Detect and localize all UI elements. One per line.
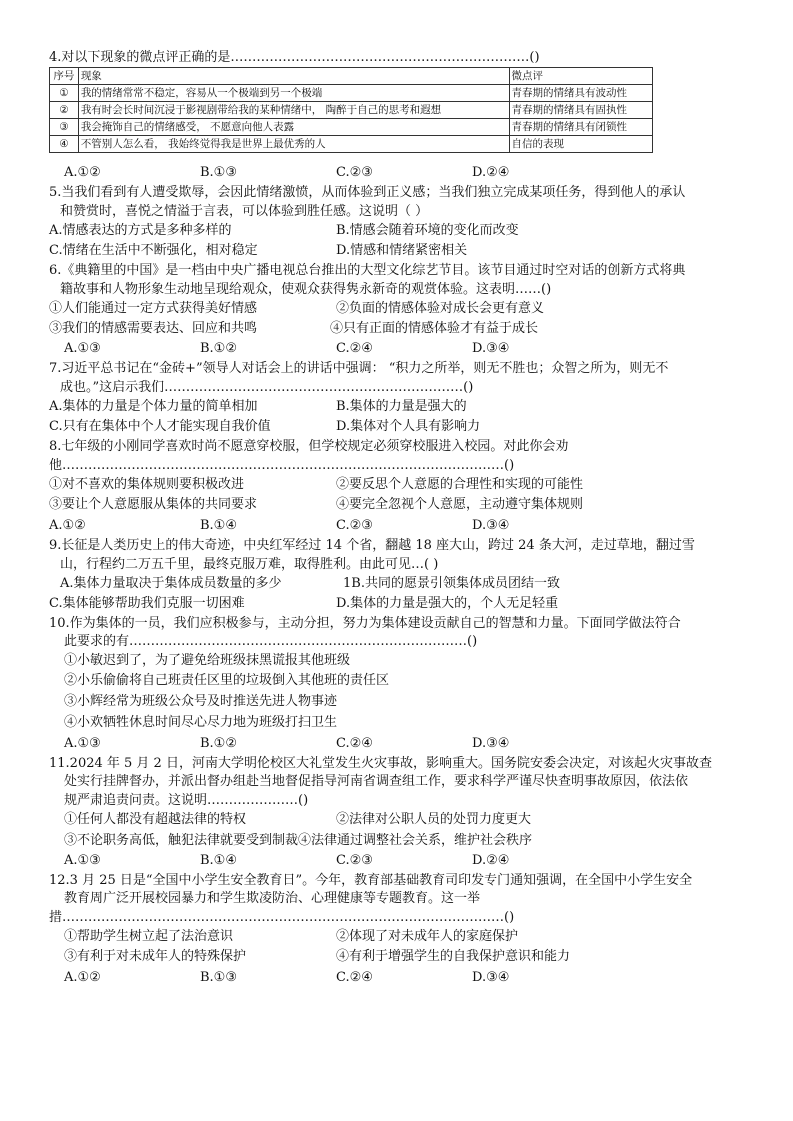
q6-statement-4: ④只有正面的情感体验才有益于成长: [330, 321, 539, 336]
table-row: [50, 119, 653, 136]
q8-statement-3: ③要让个人意愿服从集体的共同要求: [49, 497, 258, 512]
q6-stem-line2: 籍故事和人物形象生动地呈现给观众，使观众获得隽永新奇的观赏体验。这表明……(): [60, 282, 552, 297]
q4-row-no: ④: [50, 136, 79, 153]
q10-statement-4: ④小欢牺牲休息时间尽心尽力地为班级打扫卫生: [64, 715, 338, 730]
q11-option-c: C.②③: [336, 853, 373, 868]
q10-stem-line1: 10.作为集体的一员，我们应积极参与，主动分担，努力为集体建设贡献自己的智慧和力量。下面同学做法符合: [49, 616, 681, 631]
q11-statement-1: ①任何人都没有超越法律的特权: [64, 812, 247, 827]
q7-option-c: C.只有在集体中个人才能实现自我价值: [49, 419, 271, 434]
q9-option-d: D.集体的力量是强大的，个人无足轻重: [336, 596, 559, 611]
q4-option-c: C.②③: [336, 165, 373, 180]
q9-option-b: 1B.共同的愿景引领集体成员团结一致: [343, 576, 560, 591]
q11-stem-line3: 规严肃追责问责。这说明…………………(): [64, 793, 309, 808]
q10-stem-line2: 此要求的有……………………………………………………………………(): [64, 634, 478, 649]
q7-option-b: B.集体的力量是强大的: [336, 399, 467, 414]
q12-stem-line1: 12.3 月 25 日是“全国中小学生安全教育日”。今年，教育部基础教育司印发专门通知强调，在全国中小学生安全: [49, 873, 693, 888]
q5-option-d: D.情感和情绪紧密相关: [336, 243, 468, 258]
q5-option-c: C.情绪在生活中不断强化，相对稳定: [49, 243, 258, 258]
q4-table: [49, 67, 653, 153]
q4-row-no: ①: [50, 85, 79, 102]
q10-statement-3: ③小辉经常为班级公众号及时推送先进人物事迹: [64, 694, 338, 709]
q6-statement-1: ①人们能通过一定方式获得美好情感: [49, 301, 258, 316]
q5-option-a: A.情感表达的方式是多种多样的: [49, 223, 232, 238]
q12-statement-4: ④有利于增强学生的自我保护意识和能力: [336, 949, 571, 964]
q4-row-comment: 青春期的情绪具有波动性: [509, 85, 653, 102]
q8-stem-line1: 8.七年级的小刚同学喜欢时尚不愿意穿校服，但学校规定必须穿校服进入校园。对此你会劝: [49, 439, 569, 454]
q8-statement-1: ①对不喜欢的集体规则要积极改进: [49, 477, 245, 492]
q6-stem-line1: 6.《典籍里的中国》是一档由中央广播电视总台推出的大型文化综艺节目。该节目通过时空对话的创新方式将典: [49, 263, 686, 278]
q10-option-d: D.③④: [472, 736, 510, 751]
q9-stem-line1: 9.长征是人类历史上的伟大奇迹，中央红军经过 14 个省，翻越 18 座大山，跨过 24 条大河，走过草地，翻过雪: [49, 538, 695, 553]
q4-header-comment: 微点评: [509, 68, 653, 85]
q12-statement-1: ①帮助学生树立起了法治意识: [64, 929, 234, 944]
q8-option-c: C.②③: [336, 518, 373, 533]
q7-option-a: A.集体的力量是个体力量的简单相加: [49, 399, 258, 414]
q8-option-d: D.③④: [472, 518, 510, 533]
q5-stem-line2: 和赞赏时，喜悦之情溢于言表，可以体验到胜任感。这说明（ ）: [60, 204, 429, 219]
q12-stem-line2: 教育周广泛开展校园暴力和学生欺凌防治、心理健康等专题教育。这一举: [64, 891, 481, 906]
q6-statement-2: ②负面的情感体验对成长会更有意义: [336, 301, 545, 316]
q10-statement-2: ②小乐偷偷将自己班责任区里的垃圾倒入其他班的责任区: [64, 673, 390, 688]
q8-option-b: B.①④: [200, 518, 237, 533]
q12-option-d: D.③④: [472, 970, 510, 985]
q4-row-no: ③: [50, 119, 79, 136]
q8-statement-2: ②要反思个人意愿的合理性和实现的可能性: [336, 477, 584, 492]
q12-option-c: C.②④: [336, 970, 373, 985]
table-row: [50, 85, 653, 102]
q6-option-d: D.③④: [472, 341, 510, 356]
q11-stem-line1: 11.2024 年 5 月 2 日，河南大学明伦校区大礼堂发生火灾事故，影响重大。国务院安委会决定，对该起火灾事故查: [49, 756, 712, 771]
q4-row-phenomenon: 不管别人怎么看， 我始终觉得我是世界上最优秀的人: [78, 136, 509, 153]
q10-option-a: A.①③: [64, 736, 101, 751]
q6-option-c: C.②④: [336, 341, 373, 356]
q4-stem: 4.对以下现象的微点评正确的是……………………………………………………………(): [49, 50, 540, 65]
q5-stem-line1: 5.当我们看到有人遭受欺辱，会因此情绪激愤，从而体验到正义感；当我们独立完成某项任务，得到他人的承认: [49, 185, 686, 200]
q9-option-a: A.集体力量取决于集体成员数量的多少: [60, 576, 282, 591]
q4-table-header: [50, 68, 653, 85]
q12-option-b: B.①③: [200, 970, 237, 985]
table-row: [50, 102, 653, 119]
q4-option-a: A.①②: [64, 165, 101, 180]
q6-option-b: B.①②: [200, 341, 237, 356]
table-row: [50, 136, 653, 153]
q10-statement-1: ①小敏迟到了，为了避免给班级抹黑谎报其他班级: [64, 653, 351, 668]
q4-row-comment: 自信的表现: [509, 136, 653, 153]
q4-header-no: 序号: [50, 68, 79, 85]
q7-stem-line2: 成也。”这启示我们……………………………………………………………(): [60, 380, 474, 395]
q4-row-comment: 青春期的情绪具有固执性: [509, 102, 653, 119]
q4-option-d: D.②④: [472, 165, 510, 180]
q4-header-phenomenon: 现象: [78, 68, 509, 85]
q7-option-d: D.集体对个人具有影响力: [336, 419, 481, 434]
q4-row-phenomenon: 我会掩饰自己的情绪感受， 不愿意向他人表露: [78, 119, 509, 136]
q12-statement-2: ②体现了对未成年人的家庭保护: [336, 929, 519, 944]
q9-stem-line2: 山，行程约二万五千里，最终克服万难，取得胜利。由此可见…( ): [60, 557, 439, 572]
q11-statement-3-4: ③不论职务高低，触犯法律就要受到制裁④法律通过调整社会关系，维护社会秩序: [64, 833, 533, 848]
q4-row-phenomenon: 我的情绪常常不稳定，容易从一个极端到另一个极端: [78, 85, 509, 102]
q8-stem-line2: 他…………………………………………………………………………………………(): [49, 458, 515, 473]
q7-stem-line1: 7.习近平总书记在“金砖+”领导人对话会上的讲话中强调： “积力之所举，则无不胜也；众智之所为，则无不: [49, 361, 669, 376]
q11-statement-2: ②法律对公职人员的处罚力度更大: [336, 812, 532, 827]
q11-option-b: B.①④: [200, 853, 237, 868]
q10-option-c: C.②④: [336, 736, 373, 751]
q5-option-b: B.情感会随着环境的变化而改变: [336, 223, 519, 238]
q6-option-a: A.①③: [64, 341, 101, 356]
q12-statement-3: ③有利于对未成年人的特殊保护: [64, 949, 247, 964]
q11-stem-line2: 处实行挂牌督办，并派出督办组赴当地督促指导河南省调查组工作，要求科学严谨尽快查明事故原因，依法依: [64, 774, 689, 789]
q9-option-c: C.集体能够帮助我们克服一切困难: [49, 596, 245, 611]
q4-row-no: ②: [50, 102, 79, 119]
q4-row-comment: 青春期的情绪具有闭锁性: [509, 119, 653, 136]
q11-option-d: D.②④: [472, 853, 510, 868]
q11-option-a: A.①③: [64, 853, 101, 868]
q8-statement-4: ④要完全忽视个人意愿，主动遵守集体规则: [336, 497, 584, 512]
q4-option-b: B.①③: [200, 165, 237, 180]
q12-option-a: A.①②: [64, 970, 101, 985]
q6-statement-3: ③我们的情感需要表达、回应和共鸣: [49, 321, 258, 336]
q12-stem-line3: 措…………………………………………………………………………………………(): [49, 910, 515, 925]
q8-option-a: A.①②: [49, 518, 86, 533]
q4-row-phenomenon: 我有时会长时间沉浸于影视剧带给我的某种情绪中， 陶醉于自己的思考和遐想: [78, 102, 509, 119]
q10-option-b: B.①②: [200, 736, 237, 751]
